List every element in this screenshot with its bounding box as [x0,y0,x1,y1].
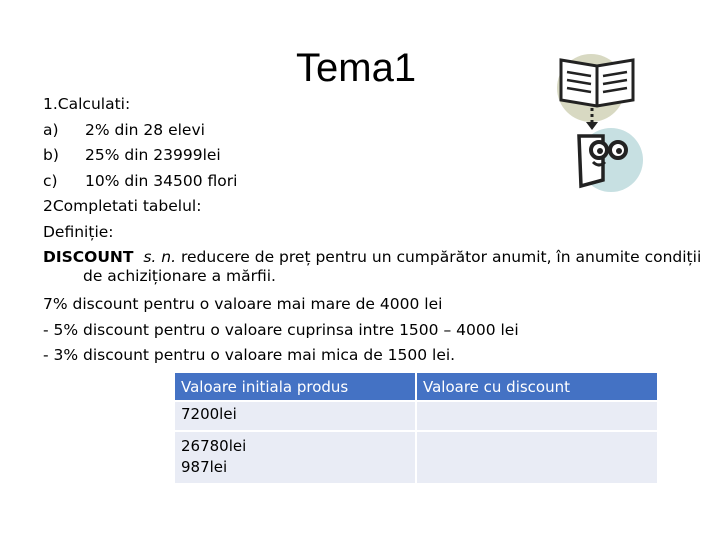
definition-pos: s. n. [143,248,177,266]
item-text: 2% din 28 elevi [85,120,205,139]
rule-line: - 5% discount pentru o valoare cuprinsa intre 1500 – 4000 lei [43,320,519,339]
item-text: 10% din 34500 flori [85,171,238,190]
table-row [175,402,657,432]
item-letter: c) [43,171,58,190]
definition-text: reducere de preț pentru un cumpărător anumit, în anumite condiții [180,248,702,266]
definition-label: Definiție: [43,222,114,241]
cell-initial-value: 7200lei [175,402,415,432]
definition-term: DISCOUNT [43,248,134,266]
student-icon [579,128,643,192]
definition-line [43,248,702,267]
cell-discount-value [417,402,657,432]
item-text: 25% din 23999lei [85,146,221,164]
table-header-row [175,373,657,402]
cell-initial-value [175,432,415,485]
cell-line: 26780lei [181,437,247,455]
rule-line: - 3% discount pentru o valoare mai mica de 1500 lei. [43,346,456,364]
book-icon [557,54,633,122]
item-letter: a) [43,120,59,139]
cell-line: 987lei [181,458,228,476]
rule-line: 7% discount pentru o valoare mai mare de 4000 lei [43,295,443,313]
definition-continuation: de achiziționare a mărfii. [83,267,276,285]
header-discount-value: Valoare cu discount [417,373,657,402]
clipart [555,52,645,198]
discount-table [173,373,659,485]
slide-title: Tema1 [296,46,417,90]
header-initial-value: Valoare initiala produs [175,373,415,402]
section1-heading: 1.Calculati: [43,95,131,113]
section2-heading: 2Completati tabelul: [43,197,202,215]
table-row [175,432,657,485]
item-letter: b) [43,146,59,164]
cell-discount-value [417,432,657,485]
